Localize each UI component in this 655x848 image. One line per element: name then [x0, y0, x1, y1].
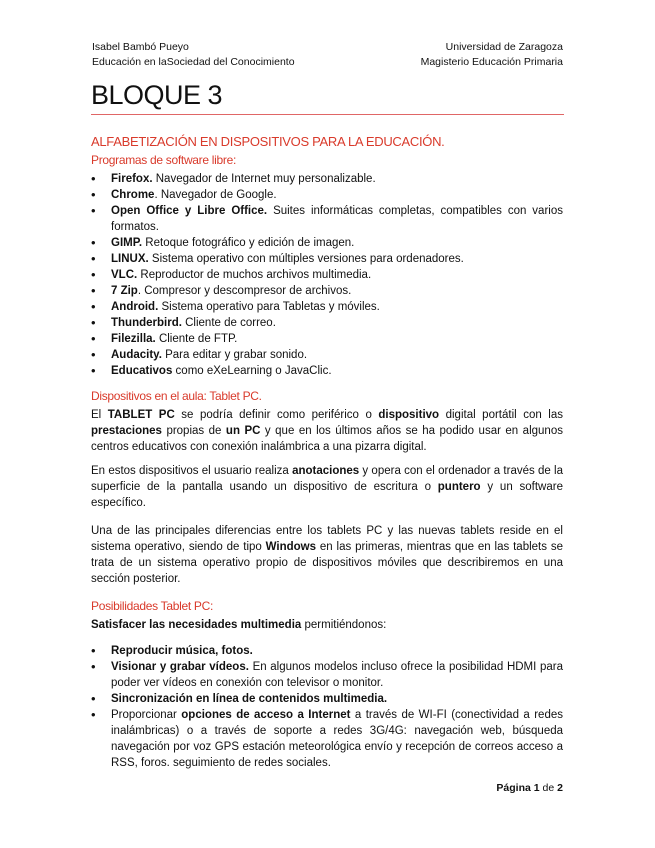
- university-name: Universidad de Zaragoza: [445, 41, 563, 53]
- list-item: • LINUX. Sistema operativo con múltiples versiones para ordenadores.: [91, 251, 563, 267]
- course-name: Educación en laSociedad del Conocimiento: [92, 56, 295, 68]
- software-list: [91, 171, 563, 379]
- page-header-right: [421, 40, 563, 70]
- posibilidades-intro: Satisfacer las necesidades multimedia permitiéndonos:: [91, 619, 387, 631]
- list-item: • Open Office y Libre Office. Suites informáticas completas, compatibles con varios formatos.: [91, 203, 563, 235]
- page-header-left: [92, 40, 295, 70]
- section-heading-posibilidades: Posibilidades Tablet PC:: [91, 599, 213, 613]
- section-heading-alfabetizacion: ALFABETIZACIÓN EN DISPOSITIVOS PARA LA EDUCACIÓN.: [91, 134, 445, 149]
- list-item: • 7 Zip. Compresor y descompresor de archivos.: [91, 283, 563, 299]
- list-item: • Firefox. Navegador de Internet muy personalizable.: [91, 171, 563, 187]
- list-item: • Android. Sistema operativo para Tabletas y móviles.: [91, 299, 563, 315]
- list-item: • Chrome. Navegador de Google.: [91, 187, 563, 203]
- list-item: • Audacity. Para editar y grabar sonido.: [91, 347, 563, 363]
- list-item: • Educativos como eXeLearning o JavaClic.: [91, 363, 563, 379]
- subheading-software-libre: Programas de software libre:: [91, 153, 236, 167]
- list-item: • Visionar y grabar vídeos. En algunos modelos incluso ofrece la posibilidad HDMI para poder ver vídeos en conexión con televisor o monitor.: [91, 659, 563, 691]
- author-name: Isabel Bambó Pueyo: [92, 41, 189, 53]
- list-item: • Reproducir música, fotos.: [91, 643, 563, 659]
- list-item: • Thunderbird. Cliente de correo.: [91, 315, 563, 331]
- page-title: BLOQUE 3: [91, 80, 223, 110]
- list-item: • Filezilla. Cliente de FTP.: [91, 331, 563, 347]
- list-item: • Sincronización en línea de contenidos multimedia.: [91, 691, 563, 707]
- list-item: • Proporcionar opciones de acceso a Internet a través de WI-FI (conectividad a redes inalámbricas) o a través de soporte a redes 3G/4G: navegación web, búsqueda navegación por voz GPS estación meteorológica envío y recepción de correos acceso a RSS, foros. seguimiento de redes sociales.: [91, 707, 563, 771]
- title-divider: [91, 114, 564, 115]
- degree-name: Magisterio Educación Primaria: [420, 56, 563, 68]
- document-body: [91, 134, 563, 771]
- paragraph-tablet-differences: Una de las principales diferencias entre los tablets PC y las nuevas tablets reside en el sistema operativo, siendo de tipo Windows en las primeras, mientras que en las tablets se trata de un sistema operativo propio de dispositivos móviles que describiremos en una sección posterior.: [91, 525, 563, 585]
- list-item: • GIMP. Retoque fotográfico y edición de imagen.: [91, 235, 563, 251]
- posibilidades-list: [91, 643, 563, 771]
- page-number: Página 1 de 2: [496, 782, 563, 794]
- paragraph-tablet-definition: El TABLET PC se podría definir como periférico o dispositivo digital portátil con las prestaciones propias de un PC y que en los últimos años se ha podido usar en algunos centros educativos con conexión inalámbrica a una pizarra digital.: [91, 409, 564, 453]
- paragraph-tablet-usage: En estos dispositivos el usuario realiza anotaciones y opera con el ordenador a través de la superficie de la pantalla usando un dispositivo de escritura o puntero y un software específico.: [91, 465, 563, 509]
- section-heading-tablet-pc: Dispositivos en el aula: Tablet PC.: [91, 389, 262, 403]
- list-item: • VLC. Reproductor de muchos archivos multimedia.: [91, 267, 563, 283]
